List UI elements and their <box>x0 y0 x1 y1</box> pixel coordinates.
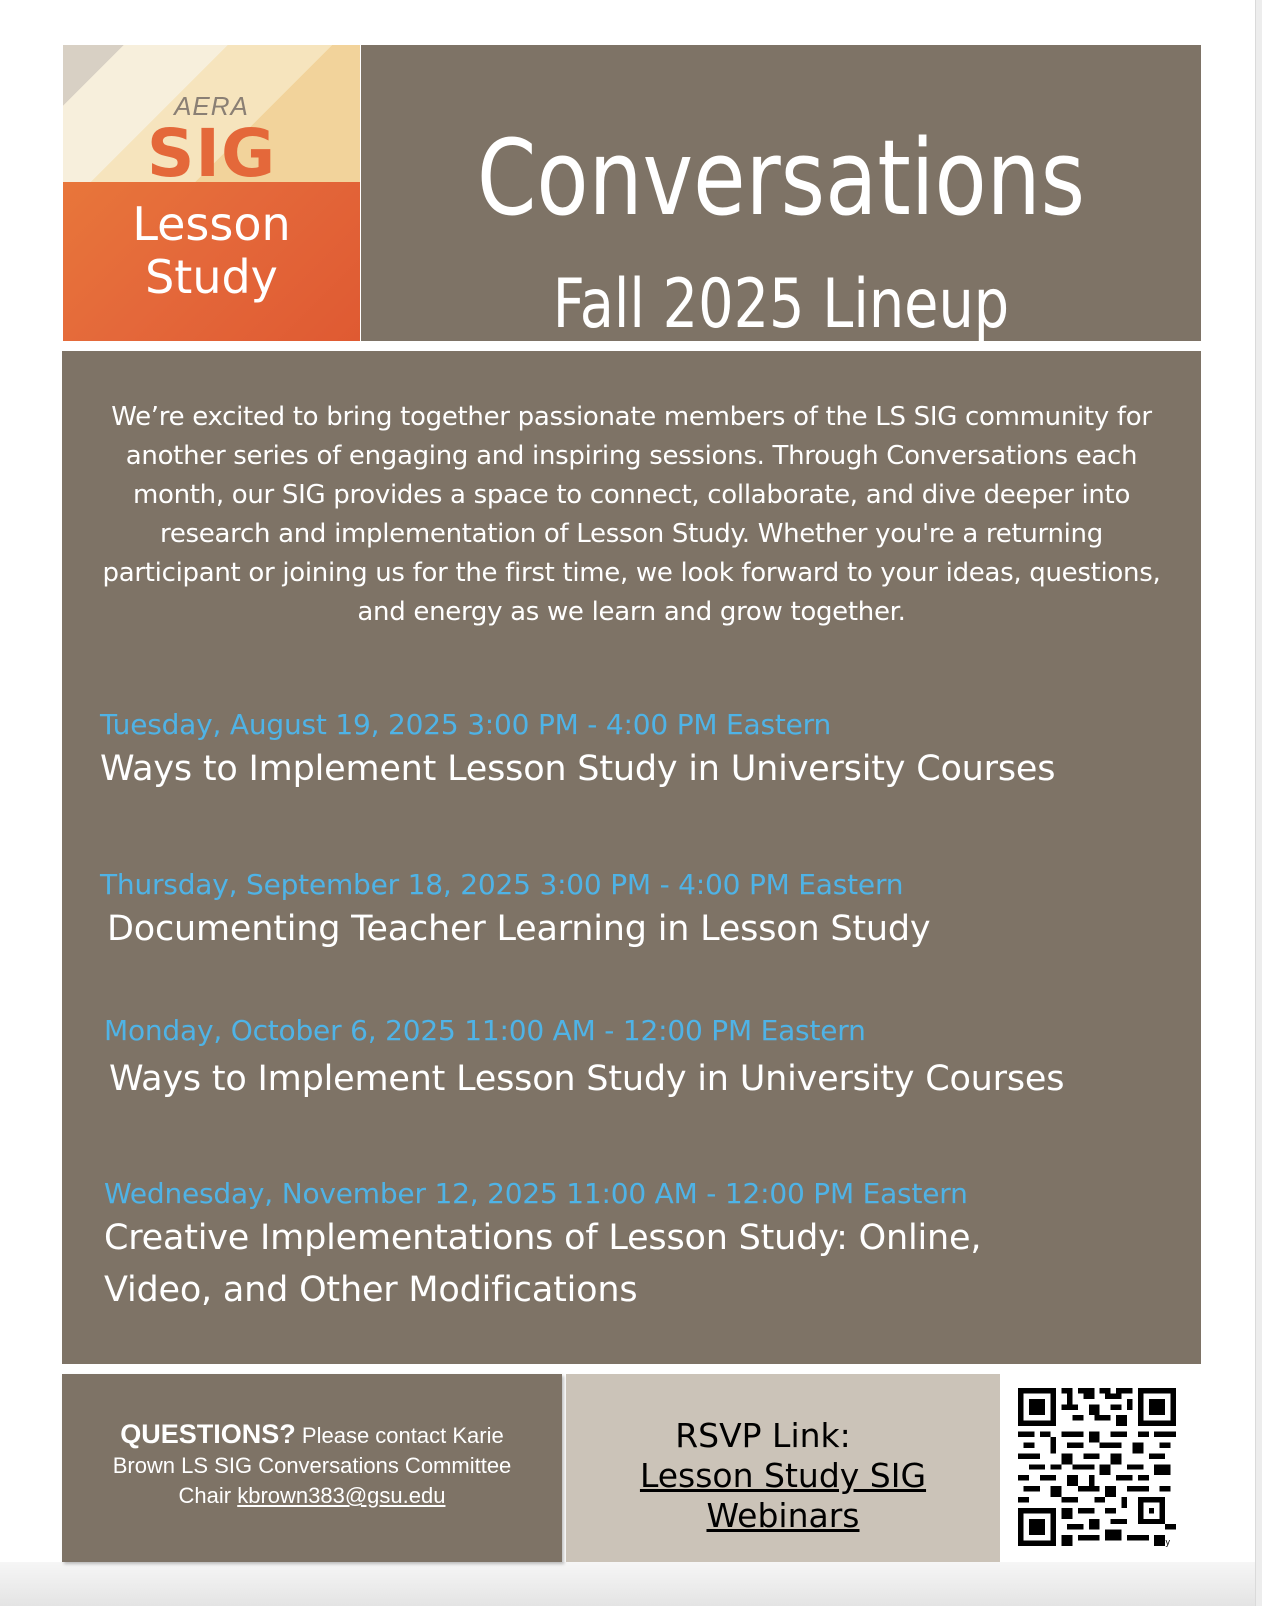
session-date: Wednesday, November 12, 2025 11:00 AM - 12:00 PM Eastern <box>104 1177 968 1210</box>
qr-code-icon[interactable] <box>1018 1388 1176 1546</box>
session-date: Monday, October 6, 2025 11:00 AM - 12:00 PM Eastern <box>104 1014 866 1047</box>
questions-contact-text: Please contact Karie Brown LS SIG Conversations Committee Chair <box>112 1423 512 1508</box>
aera-sig-logo <box>63 45 360 341</box>
questions-box <box>62 1374 562 1562</box>
rsvp-label: RSVP Link: <box>675 1416 851 1455</box>
session-title: Documenting Teacher Learning in Lesson Study <box>107 909 931 949</box>
logo-lesson-text: Lesson <box>132 197 291 251</box>
session-date: Thursday, September 18, 2025 3:00 PM - 4:00 PM Eastern <box>100 868 904 901</box>
sessions-panel <box>62 351 1201 1364</box>
session-title: Ways to Implement Lesson Study in University Courses <box>109 1059 1065 1099</box>
logo-study-text: Study <box>145 250 278 304</box>
qr-caption: bitly <box>1154 1537 1171 1547</box>
intro-paragraph: We’re excited to bring together passionate members of the LS SIG community for another series of engaging and inspiring sessions. Through Conversations each month, our SIG provides a space to connect, collaborate, and dive deeper into research and implementation of Lesson Study. Whether you're a returning participant or joining us for the first time, we look forward to your ideas, questions, and energy as we learn and grow together. <box>102 402 1161 627</box>
logo-sig-text: SIG <box>146 115 277 192</box>
session-item-4 <box>104 1176 1064 1316</box>
page-title: Conversations <box>476 117 1086 239</box>
page-bottom-shade <box>0 1562 1262 1606</box>
page-subtitle: Fall 2025 Lineup <box>552 265 1010 344</box>
session-title: Ways to Implement Lesson Study in University Courses <box>100 749 1056 789</box>
session-title: Creative Implementations of Lesson Study: Online, Video, and Other Modifications <box>104 1218 982 1310</box>
rsvp-link[interactable]: Lesson Study SIG Webinars <box>639 1456 927 1535</box>
logo-aera-text: AERA <box>174 91 249 121</box>
questions-text-block <box>92 1419 532 1511</box>
contact-email-link[interactable]: kbrown383@gsu.edu <box>237 1483 446 1508</box>
questions-heading: QUESTIONS? <box>120 1419 296 1449</box>
session-item-2 <box>100 867 1170 955</box>
session-item-1 <box>100 707 1170 795</box>
session-date: Tuesday, August 19, 2025 3:00 PM - 4:00 PM Eastern <box>100 708 832 741</box>
session-item-3 <box>104 1013 1174 1105</box>
title-banner <box>361 45 1201 344</box>
rsvp-box <box>566 1374 1000 1562</box>
scrollbar[interactable] <box>1255 0 1262 1606</box>
